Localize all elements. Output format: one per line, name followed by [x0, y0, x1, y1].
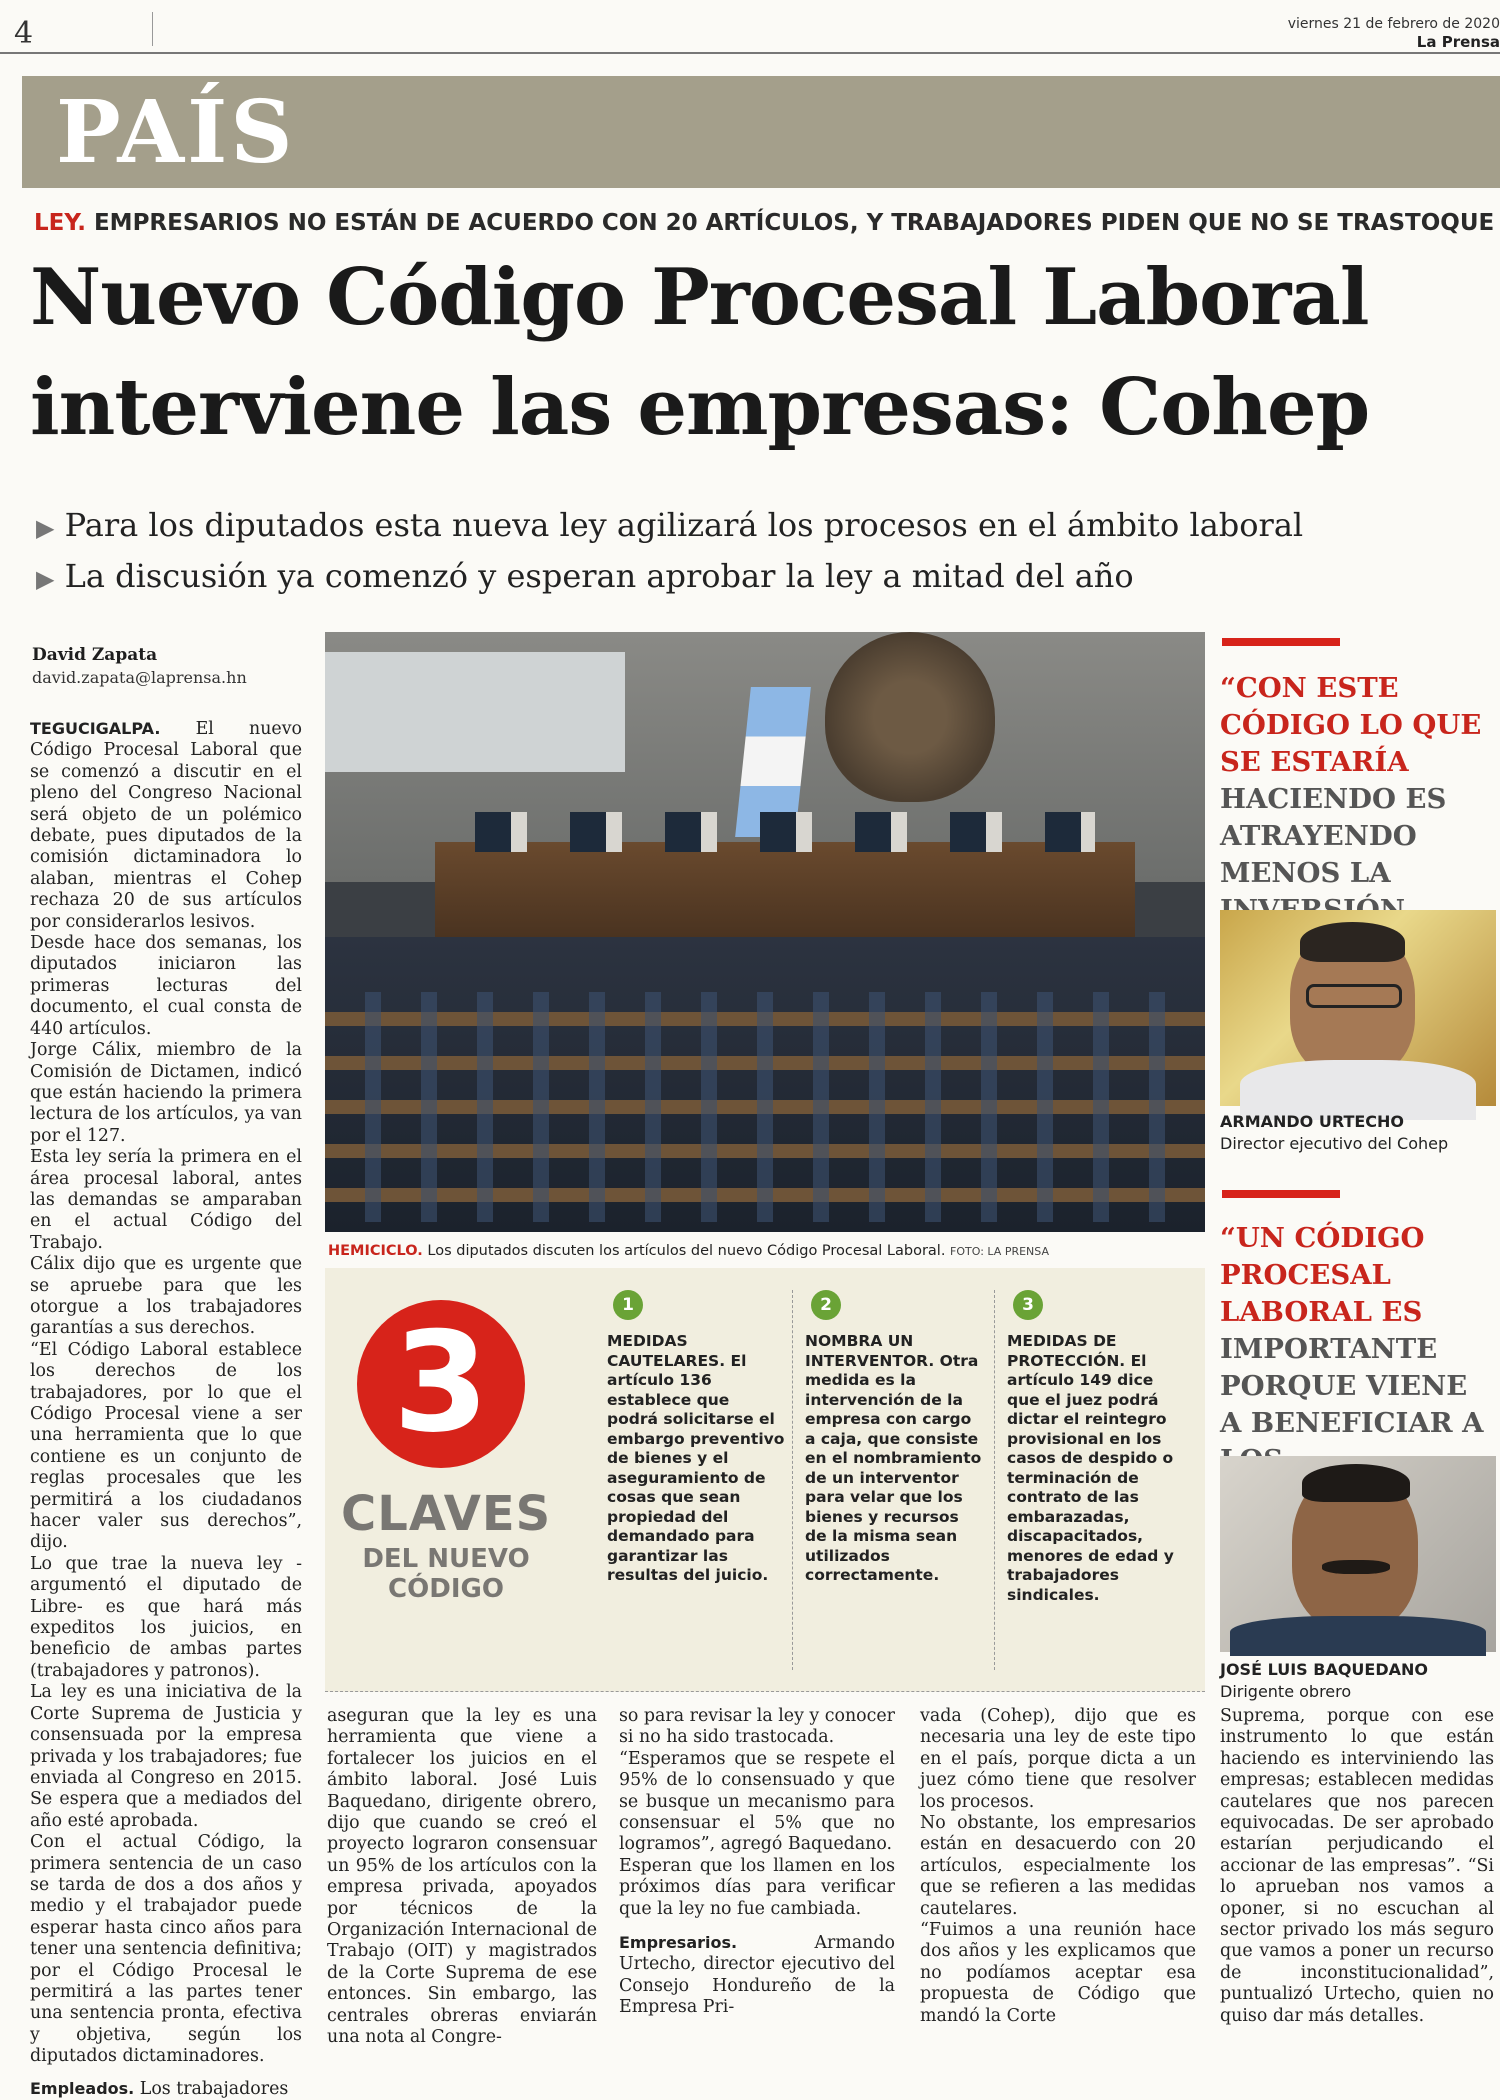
paragraph: Desde hace dos semanas, los diputados iniciaron las primeras lecturas del documento, el cual consta de 440 artículos.: [30, 933, 302, 1039]
paragraph: Con el actual Código, la primera sentencia de un caso se tarda de dos a dos años y medio y el trabajador puede esperar hasta cinco años para tener una sentencia definitiva; por el Código Procesal le permitirá a las partes tener una sentencia pronta, efectiva y objetiva, según los diputados dictaminadores.: [30, 1832, 302, 2067]
page-number: 4: [14, 16, 34, 51]
projection-screen: [325, 652, 625, 772]
paragraph: aseguran que la ley es una herramienta que viene a fortalecer los juicios en el ámbito laboral. José Luis Baquedano, dirigente obrero, dijo que cuando se creó el proyecto lograron consensuar un 95% de los artículos con la empresa privada, apoyados por técnicos de la Organización Internacional de Trabajo (OIT) y magistrados de la Corte Suprema de ese entonces. Sin embargo, las centrales obreras enviarán una nota al Congre-: [327, 1706, 597, 2048]
header-rule: [0, 52, 1500, 54]
paragraph: vada (Cohep), dijo que es necesaria una ley de este tipo en el país, porque dicta a un juez cómo tiene que resolver los procesos.: [920, 1706, 1196, 1812]
deck-bullet-icon: ▶: [36, 565, 55, 593]
claves-title: CLAVES: [341, 1486, 552, 1542]
portrait-armando-urtecho: [1220, 910, 1496, 1106]
paragraph: Cálix dijo que es urgente que se apruebe para que les otorgue a los trabajadores garantías a sus derechos.: [30, 1254, 302, 1339]
caption-label: HEMICICLO.: [328, 1243, 423, 1259]
quote-1-role: Director ejecutivo del Cohep: [1220, 1134, 1449, 1153]
portrait-jose-luis-baquedano: [1220, 1456, 1496, 1652]
quote-2-red: “UN CÓDIGO PROCESAL LABORAL ES: [1220, 1222, 1425, 1328]
clave-title: MEDIDAS CAUTELARES.: [607, 1332, 726, 1370]
article-column-5: [1220, 1706, 1494, 2027]
article-column-4: [920, 1706, 1196, 2027]
quote-2-rest: IMPORTANTE PORQUE VIENE A BENEFICIAR A: [1220, 1333, 1484, 1439]
section-band: [22, 76, 1500, 188]
quote-1-name: ARMANDO URTECHO: [1220, 1112, 1405, 1131]
caption-credit: FOTO: LA PRENSA: [950, 1245, 1049, 1258]
coat-of-arms: [825, 632, 995, 802]
clave-text: Otra medida es la intervención de la empresa con cargo a caja, que consiste en el nombramiento de un interventor para velar que los bienes y recursos de la misma sean utilizados correctamente.: [805, 1351, 982, 1584]
deck-1: [36, 506, 1303, 544]
main-photo: [325, 632, 1205, 1232]
deck-1-text: Para los diputados esta nueva ley agilizará los procesos en el ámbito laboral: [64, 506, 1304, 544]
clave-number-badge: 3: [1013, 1290, 1043, 1320]
dateline: TEGUCIGALPA.: [30, 719, 161, 738]
paragraph: Los trabajadores: [139, 2078, 289, 2099]
clave-text: El artículo 149 dice que el juez podrá dictar el reintegro provisional en los casos de despido o terminación de contrato de las embarazadas, discapacitados, menores de edad y trabajadores sindicales.: [1007, 1351, 1174, 1604]
header-divider: [152, 12, 153, 46]
clave-item-1: [607, 1290, 793, 1670]
paragraph: Esta ley sería la primera en el área procesal laboral, antes las demandas se amparaban en el actual Código del Trabajo.: [30, 1147, 302, 1253]
paragraph: “Esperamos que se respete el 95% de lo consensuado y que se busque un mecanismo para consensuar el 5% que no logramos”, agregó Baquedano.: [619, 1748, 895, 1855]
quote-2-role: Dirigente obrero: [1220, 1682, 1352, 1701]
paragraph: Suprema, porque con ese instrumento lo que están haciendo es interviniendo las empresas; establecen medidas cautelares que nos parecen equivocadas. De ser aprobado estarían perjudicando el accionar de las empresas”. “Si lo aprueban nos vamos a oponer, si no escuchan al sector privado los más seguro que vamos a poner un recurso de inconstitucionalidad”, puntualizó Urtecho, quien no quiso dar más detalles.: [1220, 1706, 1494, 2026]
claves-number: 3: [392, 1302, 490, 1463]
byline-author: David Zapata: [32, 645, 158, 665]
subhead-empleados: Empleados.: [30, 2078, 135, 2098]
clave-number-badge: 1: [613, 1290, 643, 1320]
kicker-label: LEY.: [34, 210, 86, 236]
clave-title: NOMBRA UN INTERVENTOR.: [805, 1332, 935, 1370]
byline-email: david.zapata@laprensa.hn: [32, 668, 247, 687]
clave-number-badge: 2: [811, 1290, 841, 1320]
paragraph: El nuevo Código Procesal Laboral que se comenzó a discutir en el pleno del Congreso Nacional será objeto de un polémico debate, pues diputados de la comisión dictaminadora lo alaban, mientras el Cohep rechaza 20 de sus artículos por considerarlos lesivos.: [30, 719, 302, 932]
clave-item-2: [805, 1290, 995, 1670]
subhead-empresarios: Empresarios.: [619, 1933, 738, 1953]
article-column-2: [327, 1706, 597, 2049]
paragraph: Armando Urtecho, director ejecutivo del Consejo Hondureño de la Empresa Pri-: [619, 1933, 895, 2018]
caption-text: Los diputados discuten los artículos del nuevo Código Procesal Laboral.: [427, 1243, 946, 1259]
deck-bullet-icon: ▶: [36, 514, 55, 542]
headline-line1: Nuevo Código Procesal Laboral: [30, 252, 1369, 343]
headline-line2: interviene las empresas: Cohep: [30, 362, 1370, 453]
photo-caption: [328, 1243, 1049, 1259]
paragraph: so para revisar la ley y conocer si no ha sido trastocada.: [619, 1706, 895, 1748]
kicker: [34, 210, 1494, 236]
clave-title: MEDIDAS DE PROTECCIÓN.: [1007, 1332, 1126, 1370]
quote-1-red: “CON ESTE CÓDIGO LO QUE SE ESTARÍA: [1220, 672, 1482, 778]
paragraph: Esperan que los llamen en los próximos días para verificar que la ley no fue cambiada.: [619, 1855, 895, 1919]
claves-subtitle-1: DEL NUEVO: [362, 1544, 530, 1574]
paragraph: La ley es una iniciativa de la Corte Suprema de Justicia y consensuada por la empresa privada y los trabajadores; fue enviada al Congreso en 2015. Se espera que a mediados del año esté aprobada.: [30, 1682, 302, 1831]
article-column-3: [619, 1706, 895, 2019]
clave-item-3: [1007, 1290, 1193, 1670]
paragraph: “Fuimos a una reunión hace dos años y les explicamos que no podíamos aceptar esa propuesta de Código que mandó la Corte: [920, 1920, 1196, 2026]
quote-1-rest: HACIENDO ES ATRAYENDO MENOS LA: [1220, 783, 1447, 889]
presidium-desk: [435, 842, 1135, 937]
deck-2-text: La discusión ya comenzó y esperan aprobar la ley a mitad del año: [64, 557, 1134, 595]
clave-text: El artículo 136 establece que podrá solicitarse el embargo preventivo de bienes y el aseguramiento de cosas que sean propiedad del demandado para garantizar las resultas del juicio.: [607, 1351, 785, 1584]
paragraph: Jorge Cálix, miembro de la Comisión de Dictamen, indicó que están haciendo la primera lectura de los artículos, ya van por el 127.: [30, 1040, 302, 1146]
quote-accent-bar: [1222, 1190, 1340, 1198]
claves-box: [325, 1268, 1205, 1692]
claves-subtitle-2: CÓDIGO: [388, 1574, 504, 1604]
claves-number-circle: [357, 1300, 525, 1468]
paragraph: “El Código Laboral establece los derechos de los trabajadores, por lo que el Código Procesal viene a ser una herramienta que lo que contiene es un conjunto de reglas procesales que les permitirá a los ciudadanos hacer valer sus derechos”, dijo.: [30, 1339, 302, 1553]
paragraph: Lo que trae la nueva ley -argumentó el diputado de Libre- es que hará más expeditos los juicios, en beneficio de ambas partes (trabajadores y patronos).: [30, 1553, 302, 1681]
kicker-text: EMPRESARIOS NO ESTÁN DE ACUERDO CON 20 ARTÍCULOS, Y TRABAJADORES PIDEN QUE NO SE TRASTOQUE: [93, 210, 1495, 236]
deck-2: [36, 557, 1134, 595]
quote-2-name: JOSÉ LUIS BAQUEDANO: [1220, 1660, 1428, 1679]
quote-accent-bar: [1222, 638, 1340, 646]
article-column-1: [30, 718, 302, 2100]
header-date: viernes 21 de febrero de 2020: [1287, 16, 1500, 32]
section-title: PAÍS: [56, 82, 296, 183]
paragraph: No obstante, los empresarios están en desacuerdo con 20 artículos, especialmente los que se refieren a las medidas cautelares.: [920, 1813, 1196, 1919]
header-paper: La Prensa: [1416, 33, 1500, 51]
